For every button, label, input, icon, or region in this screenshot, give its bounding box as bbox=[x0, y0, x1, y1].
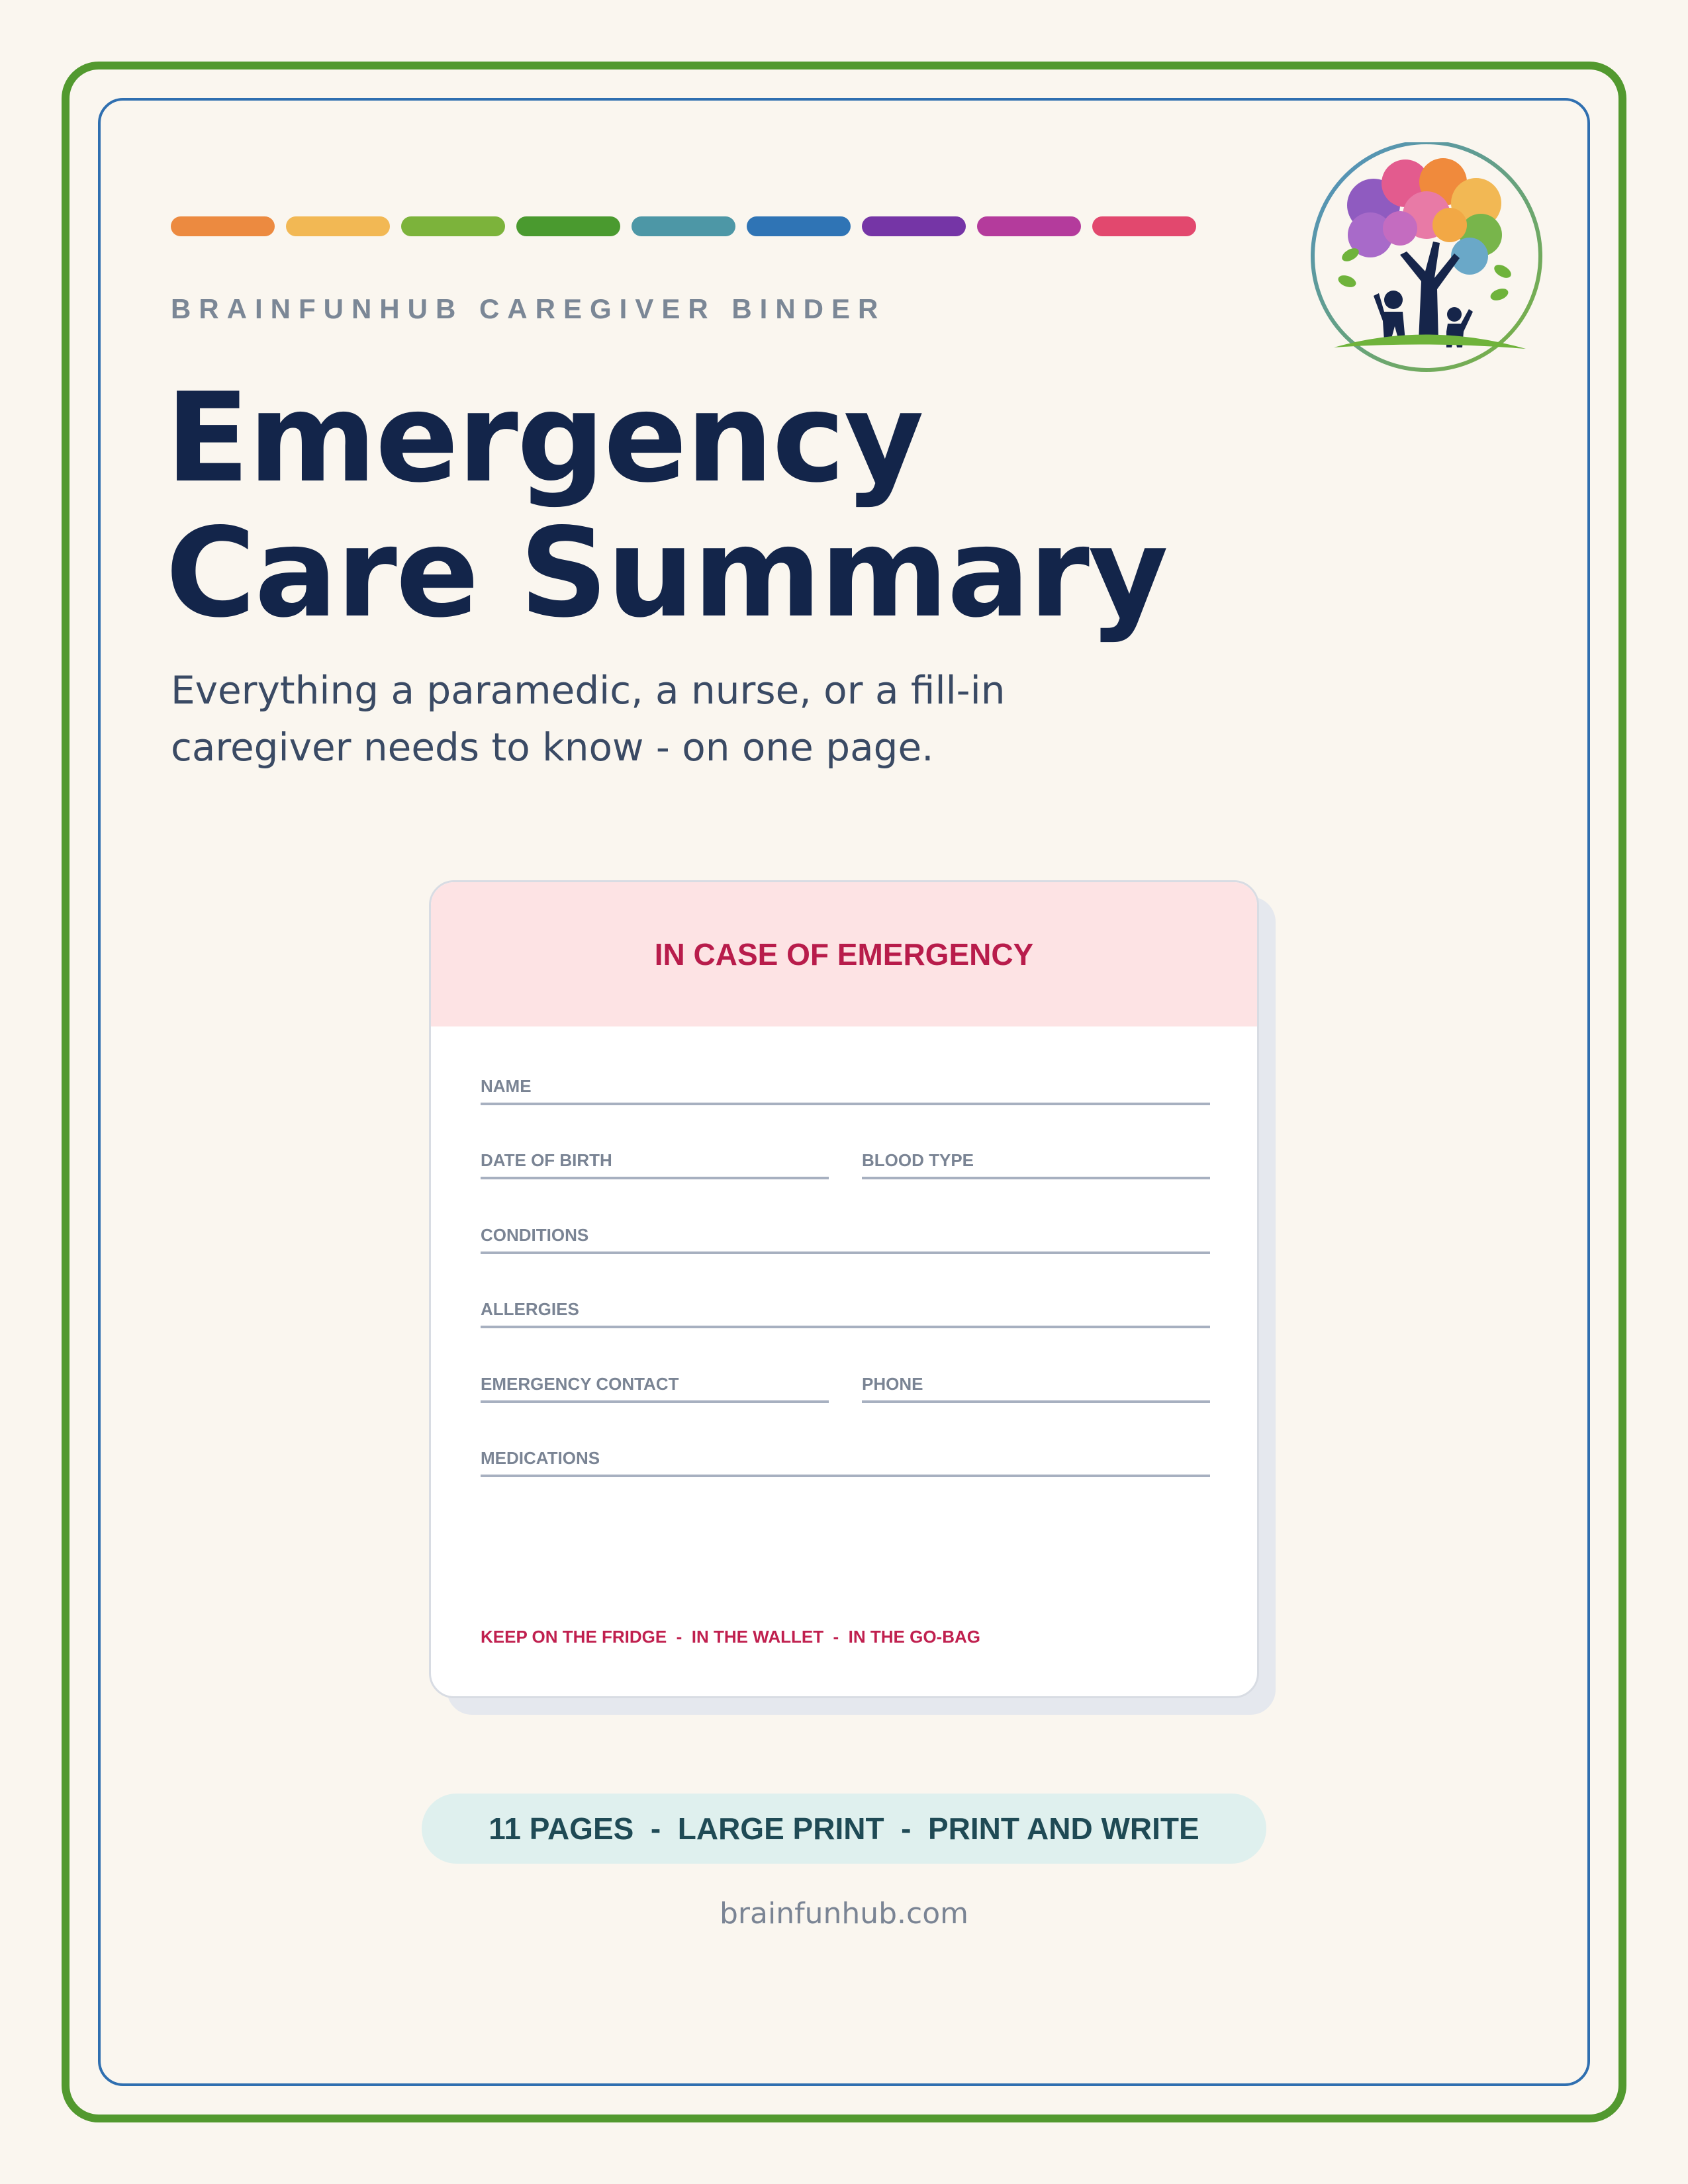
emergency-card bbox=[429, 880, 1259, 1698]
title-line-1: Emergency bbox=[165, 366, 923, 510]
conditions-line bbox=[481, 1251, 1210, 1254]
website-link[interactable]: brainfunhub.com bbox=[719, 1897, 969, 1931]
brand-kicker: BRAINFUNHUB CAREGIVER BINDER bbox=[171, 293, 886, 324]
color-segment bbox=[632, 216, 735, 236]
subtitle-line-1: Everything a paramedic, a nurse, or a fill-in bbox=[171, 668, 1006, 713]
blood-type-label: BLOOD TYPE bbox=[862, 1150, 974, 1170]
allergies-label: ALLERGIES bbox=[481, 1299, 579, 1319]
features-badge bbox=[422, 1794, 1266, 1864]
dob-field[interactable] bbox=[481, 1150, 829, 1179]
name-line bbox=[481, 1103, 1210, 1105]
page-title bbox=[165, 366, 1168, 645]
dob-line bbox=[481, 1177, 829, 1179]
tree-brain-family-logo-icon bbox=[1307, 142, 1546, 381]
blood-type-line bbox=[862, 1177, 1210, 1179]
color-segment bbox=[401, 216, 505, 236]
medications-line bbox=[481, 1475, 1210, 1477]
color-segment bbox=[171, 216, 275, 236]
conditions-label: CONDITIONS bbox=[481, 1225, 589, 1245]
conditions-field[interactable] bbox=[481, 1225, 1210, 1254]
allergies-field[interactable] bbox=[481, 1299, 1210, 1328]
features-badge-text: 11 PAGES - LARGE PRINT - PRINT AND WRITE bbox=[489, 1811, 1199, 1846]
subtitle bbox=[171, 662, 1098, 776]
color-segment bbox=[862, 216, 966, 236]
color-bar bbox=[171, 216, 1196, 236]
phone-line bbox=[862, 1400, 1210, 1403]
medications-label: MEDICATIONS bbox=[481, 1448, 600, 1468]
color-segment bbox=[977, 216, 1081, 236]
medications-field[interactable] bbox=[481, 1448, 1210, 1477]
color-segment bbox=[516, 216, 620, 236]
emergency-contact-label: EMERGENCY CONTACT bbox=[481, 1374, 679, 1394]
color-segment bbox=[747, 216, 851, 236]
subtitle-line-2: caregiver needs to know - on one page. bbox=[171, 725, 934, 770]
color-segment bbox=[1092, 216, 1196, 236]
dob-label: DATE OF BIRTH bbox=[481, 1150, 612, 1170]
title-line-2: Care Summary bbox=[165, 501, 1168, 645]
color-segment bbox=[286, 216, 390, 236]
card-header bbox=[431, 882, 1257, 1026]
emergency-contact-line bbox=[481, 1400, 829, 1403]
name-label: NAME bbox=[481, 1076, 532, 1096]
emergency-contact-field[interactable] bbox=[481, 1374, 829, 1403]
card-footer-note: KEEP ON THE FRIDGE - IN THE WALLET - IN THE GO-BAG bbox=[481, 1627, 980, 1647]
allergies-line bbox=[481, 1326, 1210, 1328]
card-header-title: IN CASE OF EMERGENCY bbox=[654, 937, 1034, 972]
blood-type-field[interactable] bbox=[862, 1150, 1210, 1179]
name-field[interactable] bbox=[481, 1076, 1210, 1105]
phone-field[interactable] bbox=[862, 1374, 1210, 1403]
phone-label: PHONE bbox=[862, 1374, 923, 1394]
